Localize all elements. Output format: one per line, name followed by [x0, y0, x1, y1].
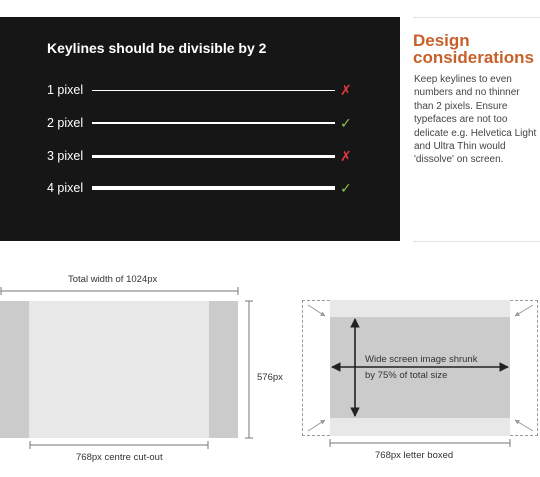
letterbox-inner-label-line2: by 75% of total size — [365, 370, 448, 381]
shrink-arrows — [308, 305, 533, 431]
sidebar-body: Keep keylines to even numbers and no thinner than 2 pixels. Ensure typefaces are not too delicate e.g. Helvetica Light and Ultra Thin would 'dissolve' on screen. — [414, 74, 537, 166]
check-icon: ✓ — [340, 115, 352, 131]
check-icon: ✓ — [340, 180, 352, 196]
height-label: 576px — [257, 372, 283, 383]
centre-cutout-dimension — [30, 441, 208, 449]
inner-image-arrows — [332, 319, 508, 416]
cross-icon: ✗ — [340, 82, 352, 98]
letterbox-label: 768px letter boxed — [375, 450, 454, 461]
sidebar-title: Design considerations — [413, 31, 534, 67]
keyline-label: 1 pixel — [47, 83, 84, 97]
letterbox-inner-label-line1: Wide screen image shrunk — [365, 354, 478, 365]
height-dimension — [245, 301, 253, 438]
keyline-label: 3 pixel — [47, 149, 84, 163]
keyline-label: 4 pixel — [47, 181, 84, 195]
total-width-dimension — [1, 287, 238, 295]
centre-cutout-label: 768px centre cut-out — [76, 452, 163, 463]
total-width-label: Total width of 1024px — [68, 274, 158, 285]
letterbox-dimension — [330, 439, 510, 447]
keyline-title: Keylines should be divisible by 2 — [47, 40, 267, 56]
cross-icon: ✗ — [340, 148, 352, 164]
keyline-label: 2 pixel — [47, 116, 84, 130]
